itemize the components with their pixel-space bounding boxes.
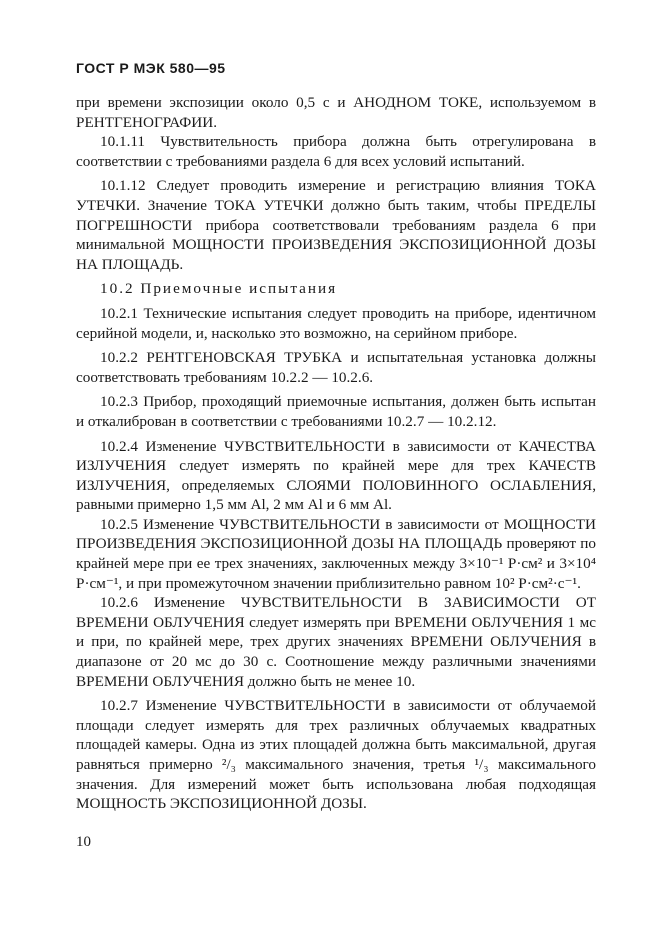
paragraph-continuation: при времени экспозиции около 0,5 с и АНОДНОМ ТОКЕ, используемом в РЕНТГЕНОГРАФИИ.	[76, 94, 596, 131]
paragraph-10-2-2: 10.2.2 РЕНТГЕНОВСКАЯ ТРУБКА и испытательная установка должны соответствовать требованиям 10.2.2 — 10.2.6.	[76, 349, 596, 386]
paragraph-10-2-3: 10.2.3 Прибор, проходящий приемочные испытания, должен быть испытан и откалиброван в соответствии с требованиями 10.2.7 — 10.2.12.	[76, 393, 596, 430]
document-header: ГОСТ Р МЭК 580—95	[76, 60, 226, 76]
paragraph-10-1-11: 10.1.11 Чувствительность прибора должна быть отрегулирована в соответствии с требованиями раздела 6 для всех условий испытаний.	[76, 133, 596, 170]
paragraph-10-2-6: 10.2.6 Изменение ЧУВСТВИТЕЛЬНОСТИ В ЗАВИСИМОСТИ ОТ ВРЕМЕНИ ОБЛУЧЕНИЯ следует измерять при ВРЕМЕНИ ОБЛУЧЕНИЯ 1 мс и при, по крайней мере, трех других значениях ВРЕМЕНИ ОБЛУЧЕНИЯ в диапазоне от 20 мс до 30 с. Соотношение между различными значениями ВРЕМЕНИ ОБЛУЧЕНИЯ должно быть не менее 10.	[76, 594, 596, 690]
paragraph-10-2-7: 10.2.7 Изменение ЧУВСТВИТЕЛЬНОСТИ в зависимости от облучаемой площади следует измерять для трех различных облучаемых квадратных площадей камеры. Одна из этих площадей должна быть максимальной, другая равняться примерно ²/₃ максимального значения, третья ¹/₃ максимального значения. Для измерений может быть использована любая подходящая МОЩНОСТЬ ЭКСПОЗИЦИОННОЙ ДОЗЫ.	[76, 697, 596, 813]
paragraph-10-2-5: 10.2.5 Изменение ЧУВСТВИТЕЛЬНОСТИ в зависимости от МОЩНОСТИ ПРОИЗВЕДЕНИЯ ЭКСПОЗИЦИОННОЙ ДОЗЫ НА ПЛОЩАДЬ проверяют по крайней мере при ее трех значениях, заключенных между 3×10⁻¹ Р·см² и 3×10⁴ Р·см⁻¹, и при промежуточном значении приблизительно равном 10² Р·см²·с⁻¹.	[76, 515, 596, 592]
section-heading-10-2: 10.2 Приемочные испытания	[100, 280, 338, 298]
paragraph-10-2-4: 10.2.4 Изменение ЧУВСТВИТЕЛЬНОСТИ в зависимости от КАЧЕСТВА ИЗЛУЧЕНИЯ следует измерять по крайней мере для трех КАЧЕСТВ ИЗЛУЧЕНИЯ, определяемых СЛОЯМИ ПОЛОВИННОГО ОСЛАБЛЕНИЯ, равными примерно 1,5 мм Al, 2 мм Al и 6 мм Al.	[76, 437, 596, 514]
paragraph-10-1-12: 10.1.12 Следует проводить измерение и регистрацию влияния ТОКА УТЕЧКИ. Значение ТОКА УТЕЧКИ должно быть таким, чтобы ПРЕДЕЛЫ ПОГРЕШНОСТИ прибора соответствовали требованиям раздела 6 при минимальной МОЩНОСТИ ПРОИЗВЕДЕНИЯ ЭКСПОЗИЦИОННОЙ ДОЗЫ НА ПЛОЩАДЬ.	[76, 177, 596, 273]
paragraph-10-2-1: 10.2.1 Технические испытания следует проводить на приборе, идентичном серийной модели, и, насколько это возможно, на серийном приборе.	[76, 304, 596, 342]
document-body	[76, 93, 596, 814]
page-number: 10	[76, 834, 91, 850]
